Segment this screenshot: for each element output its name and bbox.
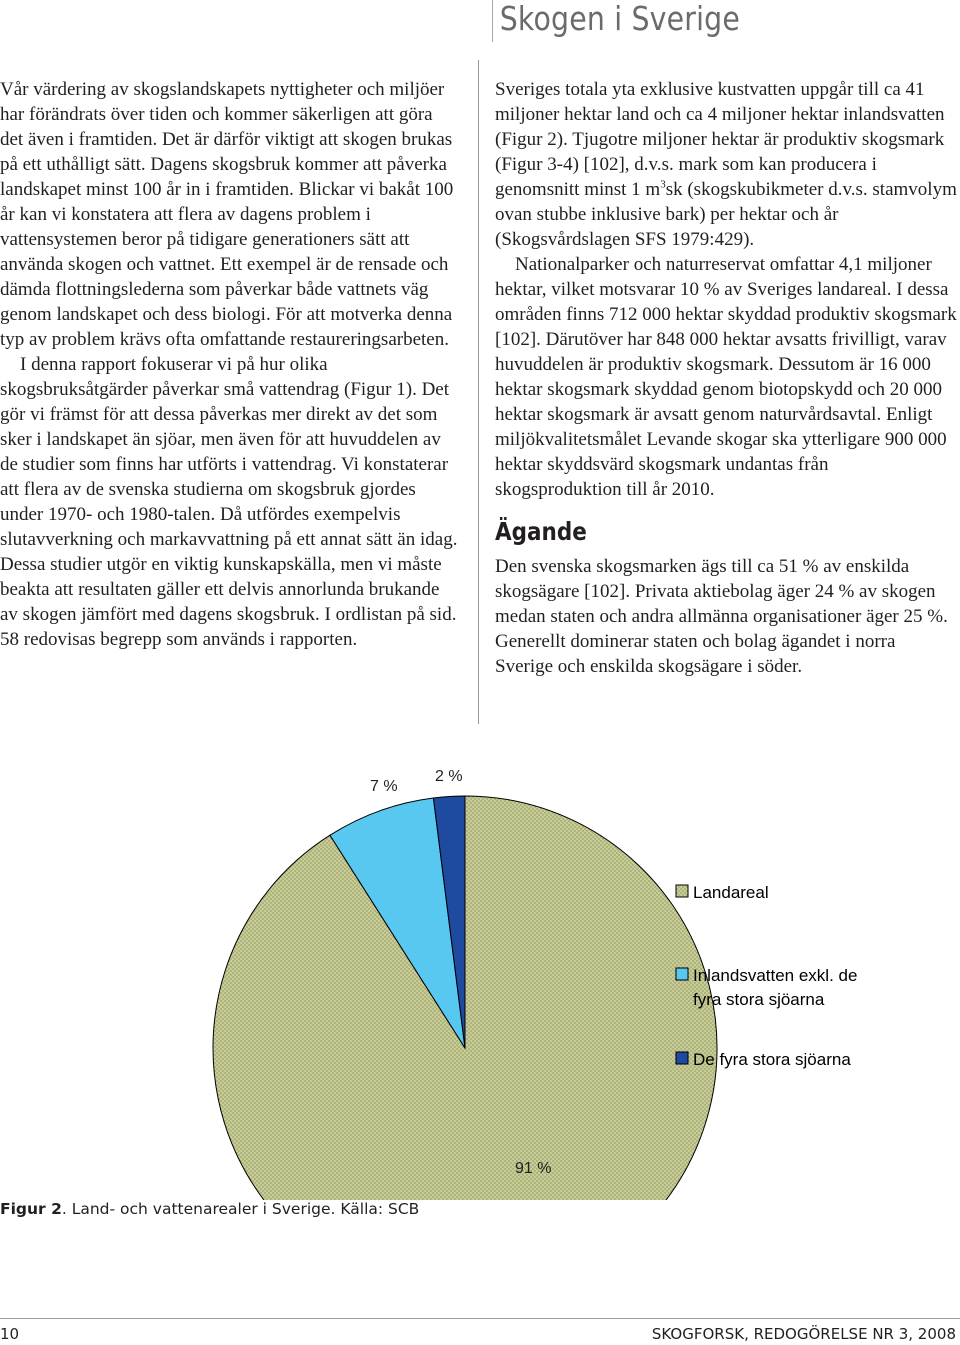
section-heading-agande: Ägande [495, 517, 587, 546]
legend-swatch-1 [676, 885, 688, 897]
left-paragraph-2: I denna rapport fokuserar vi på hur olika skogsbruksåtgärder påverkar små vattendrag (Figur 1). Det gör vi främst för att dessa påverkas mer direkt av det som sker i landskapet än sjöar, men även för att huvuddelen av de studier som finns har utförts i vattendrag. Vi konstaterar att flera av de svenska studierna om skogsbruk gjordes under 1970- och 1980-talen. Då utfördes exempelvis slutavverkning och markavvattning på ett annat sätt än idag. Dessa studier utgör en viktig kunskapskälla, men vi måste beakta att resultaten gäller ett delvis annorlunda brukande av skogen jämfört med dagens skogsbruk. I ordlistan på sid. 58 redovisas begrepp som används i rapporten. [0, 354, 458, 650]
right-paragraph-1-text-a: Sveriges totala yta exklusive kustvatten uppgår till ca 41 miljoner hektar land och ca 4 miljoner hektar inlandsvatten (Figur 2). Tjugotre miljoner hektar är produktiv skogsmark (Figur 3-4) [102], d.v.s. mark som kan producera i genomsnitt minst 1 m [495, 79, 945, 200]
right-paragraph-1-text-b: sk (skogskubikmeter d.v.s. stamvolym ovan stubbe inklusive bark) per hektar och år (Skogsvårdslagen SFS 1979:429). [495, 179, 957, 250]
legend-swatch-3 [676, 1052, 688, 1064]
pie-slices [213, 796, 717, 1200]
pie-slice-label-1: 91 % [515, 1160, 552, 1177]
figure-caption [0, 1200, 700, 1218]
column-divider [478, 60, 479, 724]
pie-slice-label-2: 7 % [370, 778, 398, 795]
legend-label-3-line-1: De fyra stora sjöarna [693, 1050, 851, 1069]
publication-info: SKOGFORSK, REDOGÖRELSE NR 3, 2008 [651, 1325, 956, 1343]
left-column [0, 77, 460, 652]
legend-label-2-line-2: fyra stora sjöarna [693, 990, 825, 1009]
right-column [495, 77, 957, 679]
legend-swatch-2 [676, 968, 688, 980]
footer-divider [0, 1318, 960, 1319]
right-paragraph-2: Nationalparker och naturreservat omfattar 4,1 miljoner hektar, vilket motsvarar 10 % av Sveriges landareal. I dessa områden finns 712 000 hektar skyddad produktiv skogsmark [102]. Därutöver har 848 000 hektar avsatts frivilligt, varav huvuddelen är produktiv skogsmark. Dessutom är 16 000 hektar skogsmark skyddad genom biotopskydd och 20 000 hektar skogsmark är avsatt genom naturvårdsavtal. Enligt miljökvalitetsmålet Levande skogar ska ytterligare 900 000 hektar skyddsvärd skogsmark undantas från skogsproduktion till år 2010. [495, 254, 957, 500]
page-number: 10 [0, 1325, 20, 1343]
legend-label-1-line-1: Landareal [693, 883, 769, 902]
page-header-title: Skogen i Sverige [492, 0, 902, 42]
left-paragraph-1: Vår värdering av skogslandskapets nyttigheter och miljöer har förändrats över tiden och kommer säkerligen att göra det även i framtiden. Det är därför viktigt att skogen brukas på ett uthålligt sätt. Dagens skogsbruk kommer att påverka landskapet minst 100 år in i framtiden. Blickar vi bakåt 100 år kan vi konstatera att flera av dagens problem i vattensystemen beror på tidigare generationers sätt att använda skogen och vattnet. Ett exempel är de rensade och dämda flottningslederna som påverkar både vattnets väg genom landskapet och dess biologi. För att motverka denna typ av problem krävs ofta omfattande restaureringsarbeten. [0, 79, 454, 350]
right-paragraph-3: Den svenska skogsmarken ägs till ca 51 % av enskilda skogsägare [102]. Privata aktiebolag äger 24 % av skogen medan staten och andra allmänna organisationer äger 25 %. Generellt dominerar staten och bolag ägandet i norra Sverige och enskilda skogsägare i söder. [495, 556, 948, 677]
figure-label: Figur 2 [0, 1200, 62, 1218]
figure-caption-text: . Land- och vattenarealer i Sverige. Källa: SCB [61, 1200, 420, 1218]
land-water-pie-chart [0, 740, 960, 1200]
legend-label-2-line-1: Inlandsvatten exkl. de [693, 966, 858, 985]
right-paragraph-1 [495, 77, 957, 252]
cubic-superscript: 3 [660, 178, 666, 191]
pie-slice-label-3: 2 % [435, 768, 463, 785]
